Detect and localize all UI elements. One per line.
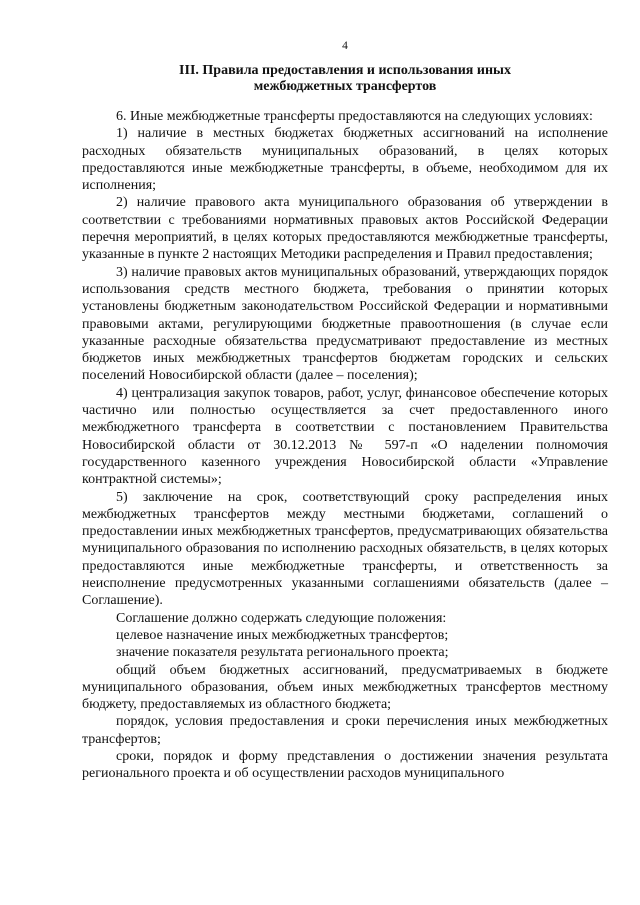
page-number: 4: [342, 40, 348, 52]
section-heading: [82, 63, 608, 95]
paragraph: 6. Иные межбюджетные трансферты предоставляются на следующих условиях:: [116, 109, 593, 124]
paragraph: порядок, условия предоставления и сроки перечисления иных межбюджетных трансфертов;: [82, 714, 608, 747]
paragraph: целевое назначение иных межбюджетных трансфертов;: [116, 627, 449, 643]
section-heading-line-1: III. Правила предоставления и использования иных: [179, 63, 511, 78]
paragraph: Соглашение должно содержать следующие положения:: [116, 610, 447, 626]
paragraph: значение показателя результата регионального проекта;: [116, 645, 449, 661]
section-heading-line-2: межбюджетных трансфертов: [253, 79, 437, 94]
paragraph: 5) заключение на срок, соответствующий сроку распределения иных межбюджетных трансфертов между местными бюджетами, соглашений о предоставлении иных межбюджетных трансфертов, предусматривающих обязательства муниципального образования по исполнению расходных обязательств, в целях которых предоставляются иные межбюджетные трансферты, и ответственность за неисполнение предусмотренных указанными соглашениями обязательств (далее – Соглашение).: [82, 489, 608, 609]
paragraph: общий объем бюджетных ассигнований, предусматриваемых в бюджете муниципального образования, объем иных межбюджетных трансфертов местному бюджету, предоставляемых из областного бюджета;: [82, 662, 608, 713]
paragraph: сроки, порядок и форму представления о достижении значения результата регионального проекта и об осуществлении расходов муниципального: [82, 748, 608, 782]
paragraph: 3) наличие правовых актов муниципальных образований, утверждающих порядок использования средств местного бюджета, требования о принятии которых установлены бюджетным законодательством Российской Федерации и нормативными правовыми актами, регулирующими бюджетные правоотношения (в случае если указанные расходные обязательства предусматривают предоставление из местных бюджетов иных межбюджетных трансфертов бюджетам городских и сельских поселений Новосибирской области (далее – поселения);: [82, 264, 608, 384]
paragraph: 4) централизация закупок товаров, работ, услуг, финансовое обеспечение которых частично или полностью осуществляется за счет предоставленного иного межбюджетного трансферта в соответствии с постановлением Правительства Новосибирской области от 30.12.2013 № 597-п «О наделении полномочия государственного казенного учреждения Новосибирской области «Управление контрактной системы»;: [82, 385, 608, 488]
document-body: [82, 108, 608, 783]
paragraph: 2) наличие правового акта муниципального образования об утверждении в соответствии с требованиями нормативных правовых актов Российской Федерации перечня мероприятий, в целях которых предоставляются межбюджетные трансферты, указанные в пункте 2 настоящих Методики распределения и Правил предоставления;: [82, 195, 608, 263]
paragraph: 1) наличие в местных бюджетах бюджетных ассигнований на исполнение расходных обязательств муниципальных образований, в целях которых предоставляются иные межбюджетные трансферты, в объеме, необходимом для их исполнения;: [82, 126, 608, 194]
